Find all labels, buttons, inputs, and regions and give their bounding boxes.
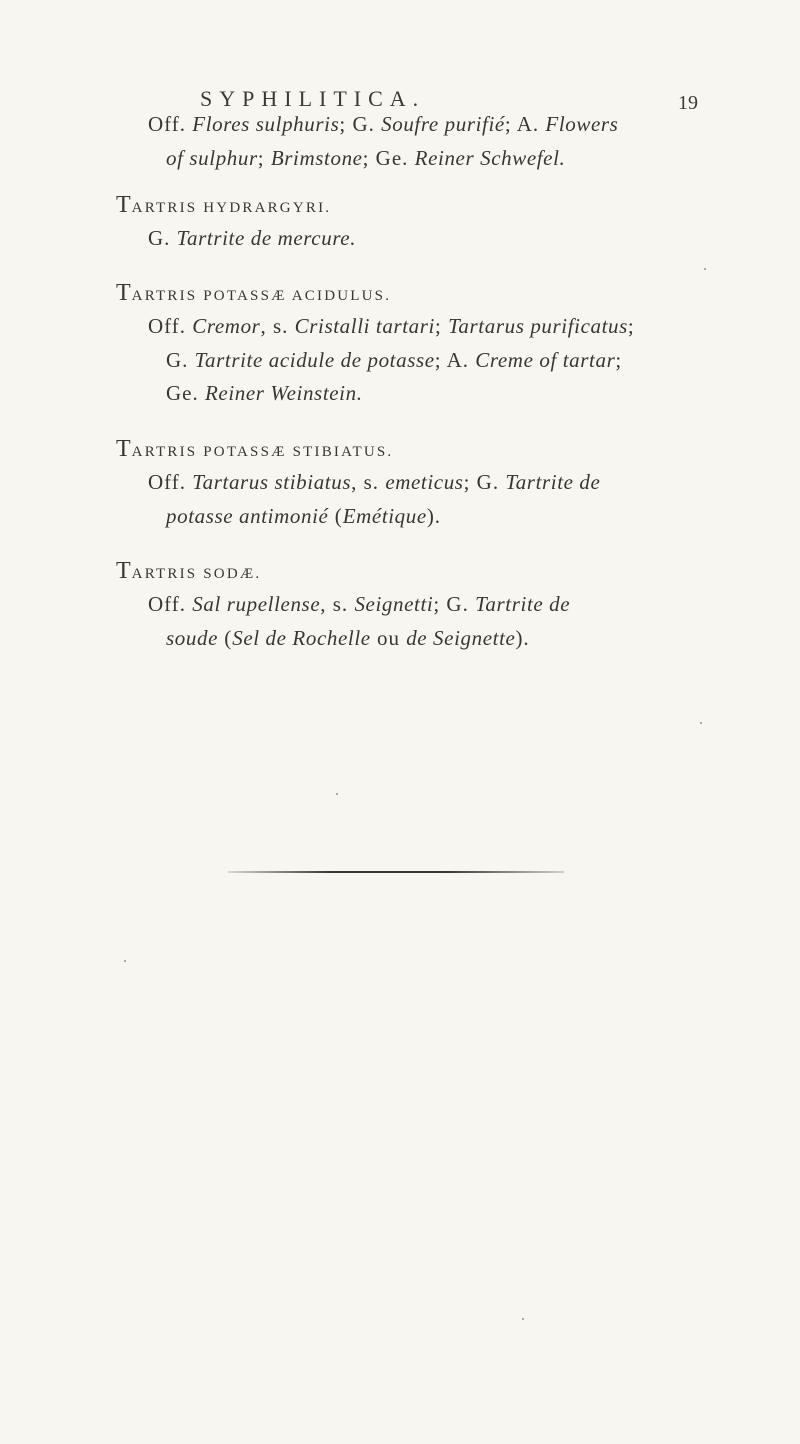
roman-run: , s.: [320, 592, 355, 616]
roman-run: ;: [434, 314, 449, 338]
paper-speck: [522, 1318, 524, 1320]
roman-run: ).: [515, 626, 530, 650]
paper-speck: [336, 793, 338, 795]
entry-line: [148, 312, 635, 340]
roman-run: ; A.: [504, 112, 546, 136]
entry-heading: [116, 280, 391, 307]
paper-speck: [704, 268, 706, 270]
roman-run: ).: [426, 504, 442, 528]
entry-line: [148, 468, 600, 496]
entry-line: [166, 502, 441, 530]
italic-run: Seignetti: [354, 592, 434, 616]
heading-initial: T: [116, 280, 132, 306]
entry-line: [166, 379, 363, 407]
roman-run: ; G.: [463, 470, 506, 494]
entry-heading: [116, 558, 261, 585]
italic-run: potasse antimonié: [166, 504, 329, 528]
heading-text: ARTRIS HYDRARGYRI.: [131, 200, 332, 216]
italic-run: Brimstone: [270, 146, 363, 170]
paper-speck: [124, 960, 126, 962]
italic-run: Emétique: [342, 504, 427, 528]
italic-run: Tartarus purificatus: [448, 314, 628, 338]
roman-run: , s.: [351, 470, 386, 494]
entry-heading: [116, 436, 393, 463]
roman-run: ;: [257, 146, 271, 170]
entry-line: [148, 110, 618, 138]
roman-run: Off.: [148, 592, 193, 616]
roman-run: Off.: [148, 314, 193, 338]
end-rule: [228, 871, 564, 873]
italic-run: Tartrite de: [475, 592, 571, 616]
roman-run: ;: [615, 348, 623, 372]
italic-run: Tartarus stibiatus: [192, 470, 352, 494]
roman-run: Ge.: [166, 381, 205, 405]
entry-line: [166, 346, 622, 374]
roman-run: ;: [627, 314, 635, 338]
roman-run: Off.: [148, 112, 193, 136]
italic-run: Cremor: [192, 314, 261, 338]
roman-run: ; A.: [434, 348, 476, 372]
heading-text: ARTRIS POTASSÆ ACIDULUS.: [131, 288, 392, 304]
italic-run: of sulphur: [166, 146, 258, 170]
heading-initial: T: [116, 558, 132, 584]
roman-run: Off.: [148, 470, 193, 494]
heading-initial: T: [116, 436, 132, 462]
running-title: SYPHILITICA.: [200, 86, 426, 111]
roman-run: ; G.: [339, 112, 382, 136]
page-number: 19: [678, 92, 698, 114]
italic-run: Soufre purifié: [381, 112, 505, 136]
italic-run: Reiner Schwefel.: [414, 146, 566, 170]
roman-run: , s.: [260, 314, 295, 338]
entry-line: [148, 224, 356, 252]
italic-run: Sel de Rochelle: [232, 626, 371, 650]
italic-run: Flores sulphuris: [192, 112, 340, 136]
roman-run: ; G.: [433, 592, 476, 616]
italic-run: Flowers: [545, 112, 619, 136]
italic-run: Tartrite de mercure.: [176, 226, 357, 250]
italic-run: Tartrite acidule de potasse: [194, 348, 435, 372]
italic-run: de Seignette: [406, 626, 516, 650]
entry-line: [166, 624, 530, 652]
heading-text: ARTRIS SODÆ.: [131, 566, 262, 582]
entry-line: [148, 590, 570, 618]
heading-initial: T: [116, 192, 132, 218]
heading-text: ARTRIS POTASSÆ STIBIATUS.: [131, 444, 394, 460]
roman-run: G.: [166, 348, 195, 372]
italic-run: emeticus: [385, 470, 464, 494]
roman-run: (: [328, 504, 343, 528]
italic-run: soude: [166, 626, 218, 650]
paper-speck: [700, 722, 702, 724]
roman-run: ou: [370, 626, 407, 650]
roman-run: G.: [148, 226, 177, 250]
italic-run: Tartrite de: [505, 470, 601, 494]
entry-heading: [116, 192, 331, 219]
roman-run: (: [218, 626, 233, 650]
italic-run: Sal rupellense: [192, 592, 321, 616]
italic-run: Reiner Weinstein.: [205, 381, 363, 405]
roman-run: ; Ge.: [362, 146, 415, 170]
italic-run: Creme of tartar: [475, 348, 616, 372]
italic-run: Cristalli tartari: [294, 314, 435, 338]
entry-line: [166, 144, 565, 172]
